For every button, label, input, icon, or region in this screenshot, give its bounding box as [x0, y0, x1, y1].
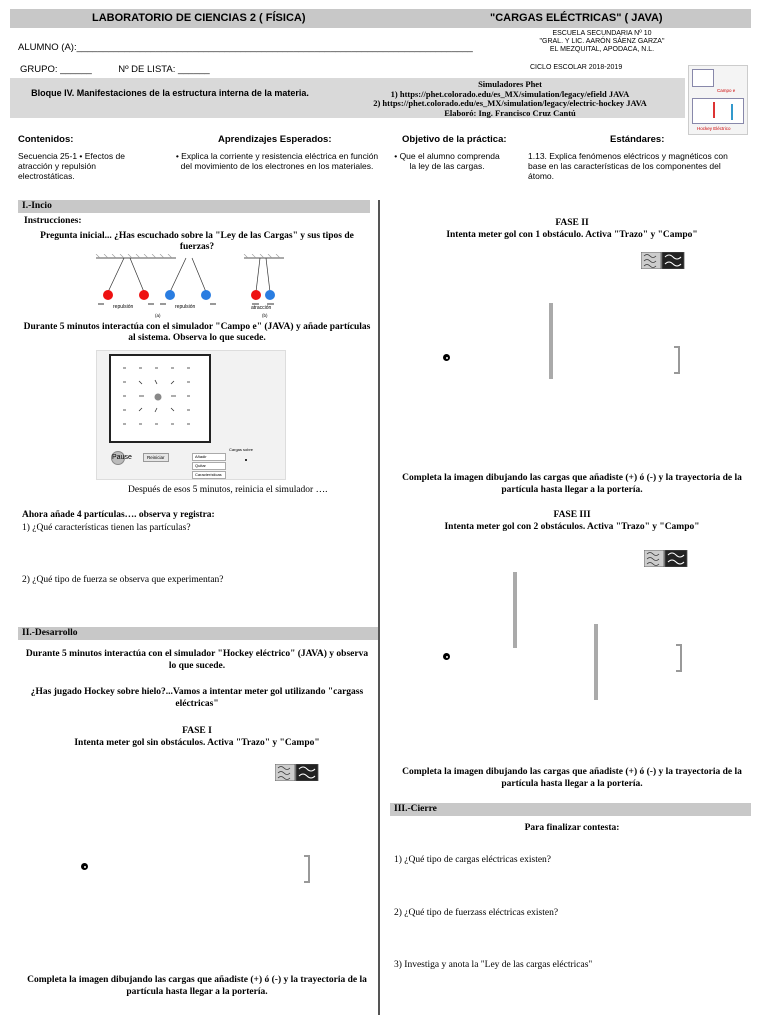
- goal-phase-2: [674, 346, 680, 374]
- pause-button[interactable]: Pause: [111, 451, 125, 465]
- obstacle-phase-2: [549, 303, 553, 379]
- label-b: (b): [262, 313, 268, 318]
- puck-phase-3: [443, 653, 450, 660]
- school-year: CICLO ESCOLAR 2018-2019: [530, 64, 623, 71]
- phase-3-complete: Completa la imagen dibujando las cargas que añadiste (+) ó (-) y la trayectoria de la partícula hasta llegar a la portería.: [402, 767, 742, 789]
- label-repulsion-1: repulsión: [113, 304, 134, 310]
- goal-phase-1: [304, 855, 310, 883]
- thumb-label-2: Hockey Eléctrico: [697, 126, 731, 131]
- bloque-title: Bloque IV. Manifestaciones de la estructura interna de la materia.: [31, 88, 309, 98]
- reset-button[interactable]: Reiniciar: [143, 453, 169, 462]
- contenidos-heading: Contenidos:: [18, 134, 74, 145]
- pendulum-charges-figure: [94, 254, 290, 322]
- question-2: 2) ¿Qué tipo de fuerza se observa que experimentan?: [22, 575, 224, 585]
- remove-button[interactable]: Quitar: [192, 462, 226, 470]
- phase-1-complete: Completa la imagen dibujando las cargas que añadiste (+) ó (-) y la trayectoria de la partícula hasta llegar a la portería.: [27, 975, 367, 997]
- simulators-title: Simuladores Phet: [478, 79, 542, 89]
- label-a: (a): [155, 313, 161, 318]
- features-button[interactable]: Características: [192, 471, 226, 479]
- question-1: 1) ¿Qué características tienen las partículas?: [22, 523, 191, 533]
- hockey-question: ¿Has jugado Hockey sobre hielo?...Vamos a intentar meter gol utilizando "cargass eléctricas": [30, 687, 364, 709]
- section-cierre-bar: III.-Cierre: [390, 803, 751, 816]
- school-location: EL MEZQUITAL, APODACA, N.L.: [549, 46, 655, 53]
- closing-question-3: 3) Investiga y anota la "Ley de las cargas eléctricas": [394, 960, 593, 970]
- obstacle-phase-3-b: [594, 624, 598, 700]
- objetivo-heading: Objetivo de la práctica:: [402, 134, 507, 145]
- obstacle-phase-3-a: [513, 572, 517, 648]
- phase-2-complete: Completa la imagen dibujando las cargas que añadiste (+) ó (-) y la trayectoria de la partícula hasta llegar a la portería.: [402, 473, 742, 495]
- closing-question-2: 2) ¿Qué tipo de fuerzass eléctricas existen?: [394, 908, 559, 918]
- sim-dot: [245, 459, 247, 461]
- goal-phase-3: [676, 644, 682, 672]
- instructions-label: Instrucciones:: [24, 216, 82, 226]
- efield-canvas: [109, 354, 211, 443]
- estandares-heading: Estándares:: [610, 134, 665, 145]
- practice-title: "CARGAS ELÉCTRICAS" ( JAVA): [490, 12, 663, 24]
- closing-question-1: 1) ¿Qué tipo de cargas eléctricas existen?: [394, 855, 552, 865]
- trace-field-icon: [275, 764, 319, 781]
- aprendizajes-heading: Aprendizajes Esperados:: [218, 134, 332, 145]
- objetivo-text: • Que el alumno comprenda la ley de las cargas.: [394, 151, 500, 171]
- simulator-link-2[interactable]: 2) https://phet.colorado.edu/es_MX/simulation/legacy/electric-hockey JAVA: [373, 98, 647, 108]
- sim-side-buttons: [192, 453, 226, 479]
- puck-phase-1: [81, 863, 88, 870]
- aprendizajes-text: • Explica la corriente y resistencia eléctrica en función del movimiento de los electrones en los materiales.: [175, 151, 379, 171]
- contenidos-text: Secuencia 25-1 • Efectos de atracción y repulsión electrostáticas.: [18, 151, 125, 181]
- phase-2-description: Intenta meter gol con 1 obstáculo. Activa "Trazo" y "Campo": [446, 230, 698, 240]
- hockey-instructions: Durante 5 minutos interactúa con el simulador "Hockey eléctrico" (JAVA) y observa lo que sucede.: [25, 649, 369, 671]
- school-info: [522, 30, 682, 54]
- add-particles-heading: Ahora añade 4 partículas…. observa y registra:: [22, 510, 215, 520]
- phase-3-title: FASE III: [553, 510, 591, 520]
- phase-1-description: Intenta meter gol sin obstáculos. Activa "Trazo" y "Campo": [74, 738, 320, 748]
- phase-1-title: FASE I: [182, 726, 212, 736]
- simulator-thumbnails: [688, 65, 748, 135]
- label-attraction: atracción: [251, 305, 272, 311]
- section-inicio-bar: I.-Incio: [18, 200, 370, 213]
- puck-phase-2: [443, 354, 450, 361]
- reset-note: Después de esos 5 minutos, reinicia el simulador ….: [128, 485, 328, 495]
- simulator-link-1[interactable]: 1) https://phet.colorado.edu/es_MX/simulation/legacy/efield JAVA: [390, 88, 630, 99]
- group-line: GRUPO: ______ Nº DE LISTA: ______: [20, 64, 210, 75]
- efield-thumb-icon: [692, 69, 714, 87]
- initial-question: Pregunta inicial... ¿Has escuchado sobre la "Ley de las Cargas" y sus tipos de fuerzas?: [40, 231, 354, 252]
- school-subtitle: "GRAL. Y LIC. AARÓN SÁENZ GARZA": [539, 38, 665, 45]
- efield-instructions: Durante 5 minutos interactúa con el simulador "Campo e" (JAVA) y añade partículas al sistema. Observa lo que sucede.: [23, 322, 371, 343]
- hockey-thumb-icon: [692, 98, 744, 124]
- section-desarrollo-bar: II.-Desarrollo: [18, 627, 378, 640]
- closing-intro: Para finalizar contesta:: [524, 823, 620, 833]
- sim-panel-label: Cargas sobre: [229, 447, 254, 452]
- lab-title: LABORATORIO DE CIENCIAS 2 ( FÍSICA): [92, 12, 306, 24]
- school-name: ESCUELA SECUNDARIA Nº 10: [552, 30, 652, 37]
- author-line: Elaboró: Ing. Francisco Cruz Cantú: [444, 107, 576, 118]
- label-repulsion-2: repulsión: [175, 304, 196, 310]
- trace-field-icon-2: [641, 252, 685, 269]
- efield-simulator-screenshot: [96, 350, 286, 480]
- phase-3-description: Intenta meter gol con 2 obstáculos. Activa "Trazo" y "Campo": [444, 522, 700, 532]
- column-divider: [378, 200, 380, 1015]
- trace-field-icon-3: [644, 550, 688, 567]
- add-button[interactable]: Añadir: [192, 453, 226, 461]
- student-name-line: ALUMNO (A):___________________________________________________________________________: [18, 42, 473, 53]
- phase-2-title: FASE II: [555, 218, 589, 228]
- simulators-block: [340, 80, 680, 118]
- thumb-label-1: Campo e: [717, 88, 736, 93]
- estandares-text: 1.13. Explica fenómenos eléctricos y magnéticos con base en las características de los componentes del átomo.: [528, 151, 728, 181]
